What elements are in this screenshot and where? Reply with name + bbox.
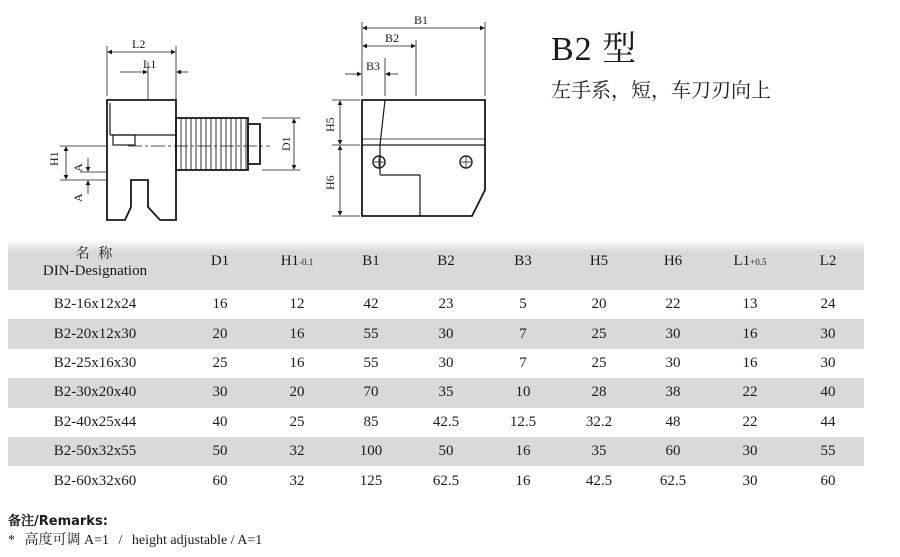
table-cell: 60 <box>820 472 836 489</box>
header-label: L2 <box>819 252 837 269</box>
table-cell: 48 <box>665 413 681 430</box>
table-row <box>8 290 864 319</box>
header-h5 <box>560 232 638 290</box>
table-cell: 42.5 <box>585 472 613 489</box>
remarks-line <box>8 531 268 550</box>
table-cell: 28 <box>591 384 607 401</box>
table-cell: 25 <box>591 325 607 342</box>
header-name-cn: 名 称 <box>75 245 115 262</box>
table-cell: 22 <box>665 296 681 313</box>
table-cell: 55 <box>363 325 379 342</box>
table-cell: 60 <box>665 443 681 460</box>
table-cell: 70 <box>363 384 379 401</box>
table-cell: 50 <box>438 443 454 460</box>
header-label: H5 <box>589 252 609 269</box>
table-cell: 10 <box>515 384 531 401</box>
header-d1 <box>182 232 258 290</box>
table-cell: 22 <box>742 413 758 430</box>
header-label: H6 <box>663 252 683 269</box>
type-title: B2 型 <box>551 31 638 68</box>
dim-label-h6: H6 <box>323 175 337 190</box>
table-cell: 20 <box>591 296 607 313</box>
table-row <box>8 408 864 437</box>
table-row <box>8 378 864 407</box>
header-label: H1 <box>280 252 300 269</box>
header-l1 <box>708 232 792 290</box>
table-cell: 44 <box>820 413 836 430</box>
table-cell: 16 <box>515 472 531 489</box>
table-cell: 23 <box>438 296 454 313</box>
table-row <box>8 437 864 466</box>
table-cell: 20 <box>289 384 305 401</box>
table-cell: 38 <box>665 384 681 401</box>
dim-label-l2: L2 <box>132 37 146 51</box>
designation-cell: B2-30x20x40 <box>53 384 137 401</box>
table-cell: 42 <box>363 296 379 313</box>
table-cell: 16 <box>289 325 305 342</box>
remarks-en: height adjustable / A=1 <box>131 533 263 548</box>
designation-cell: B2-60x32x60 <box>53 472 137 489</box>
table-cell: 20 <box>212 325 228 342</box>
remarks-cn: 高度可调 A=1 <box>24 533 110 548</box>
table-cell: 16 <box>742 325 758 342</box>
side-view-drawing <box>332 22 485 216</box>
header-label: B1 <box>362 252 380 269</box>
table-cell: 16 <box>289 354 305 371</box>
table-cell: 40 <box>212 413 228 430</box>
designation-cell: B2-20x12x30 <box>53 325 137 342</box>
table-cell: 30 <box>665 354 681 371</box>
table-row <box>8 349 864 378</box>
table-cell: 55 <box>820 443 836 460</box>
header-label: L1 <box>733 252 751 269</box>
table-cell: 16 <box>515 443 531 460</box>
header-sub: +0.5 <box>750 256 767 267</box>
title-block <box>551 30 771 103</box>
dim-label-h1: H1 <box>47 151 61 166</box>
table-cell: 30 <box>438 325 454 342</box>
dim-label-l1: L1 <box>143 57 157 71</box>
table-cell: 25 <box>591 354 607 371</box>
table-cell: 12.5 <box>509 413 537 430</box>
header-label: B2 <box>437 252 455 269</box>
remarks-title: 备注/Remarks: <box>8 514 108 529</box>
front-view-drawing <box>60 46 300 220</box>
designation-cell: B2-40x25x44 <box>53 413 137 430</box>
header-h1 <box>258 232 336 290</box>
dim-label-b2: B2 <box>385 31 400 45</box>
header-b2 <box>406 232 486 290</box>
table-cell: 62.5 <box>659 472 687 489</box>
remarks <box>8 512 268 550</box>
remarks-sep: / <box>118 533 123 548</box>
table-cell: 16 <box>212 296 228 313</box>
table-cell: 13 <box>742 296 758 313</box>
table-cell: 50 <box>212 443 228 460</box>
table-cell: 32.2 <box>585 413 613 430</box>
table-cell: 32 <box>289 443 305 460</box>
remarks-star: * <box>8 533 15 548</box>
table-cell: 62.5 <box>432 472 460 489</box>
table-cell: 5 <box>519 296 527 313</box>
table-cell: 25 <box>212 354 228 371</box>
header-label: D1 <box>210 252 230 269</box>
table-cell: 30 <box>820 325 836 342</box>
table-cell: 42.5 <box>432 413 460 430</box>
header-label: B3 <box>514 252 532 269</box>
header-b1 <box>336 232 406 290</box>
table-cell: 7 <box>519 325 527 342</box>
table-cell: 30 <box>820 354 836 371</box>
header-h6 <box>638 232 708 290</box>
designation-cell: B2-25x16x30 <box>53 354 137 371</box>
header-designation <box>8 232 182 290</box>
technical-drawings <box>0 0 540 232</box>
type-subtitle: 左手系，短，车刀刃向上 <box>551 78 771 102</box>
table-row <box>8 466 864 495</box>
designation-cell: B2-50x32x55 <box>53 443 137 460</box>
dim-label-d1: D1 <box>279 136 293 151</box>
table-cell: 32 <box>289 472 305 489</box>
dim-label-b1: B1 <box>414 13 429 27</box>
dim-label-b3: B3 <box>366 59 381 73</box>
table-body <box>8 290 864 496</box>
table-cell: 22 <box>742 384 758 401</box>
table-cell: 30 <box>742 472 758 489</box>
header-l2 <box>792 232 864 290</box>
table-cell: 16 <box>742 354 758 371</box>
table-cell: 30 <box>212 384 228 401</box>
table-cell: 30 <box>665 325 681 342</box>
spec-table <box>8 232 864 496</box>
table-row <box>8 319 864 348</box>
dim-label-a-top: A <box>71 163 85 172</box>
table-header-row <box>8 232 864 290</box>
header-sub: -0.1 <box>299 256 314 267</box>
table-cell: 30 <box>438 354 454 371</box>
table-cell: 55 <box>363 354 379 371</box>
header-b3 <box>486 232 560 290</box>
table-cell: 25 <box>289 413 305 430</box>
table-cell: 30 <box>742 443 758 460</box>
designation-cell: B2-16x12x24 <box>53 296 137 313</box>
dim-label-h5: H5 <box>323 117 337 132</box>
table-cell: 100 <box>359 443 383 460</box>
table-cell: 125 <box>359 472 383 489</box>
table-cell: 35 <box>591 443 607 460</box>
table-cell: 60 <box>212 472 228 489</box>
dim-label-a-bottom: A <box>71 193 85 202</box>
table-cell: 12 <box>289 296 305 313</box>
table-cell: 7 <box>519 354 527 371</box>
table-cell: 40 <box>820 384 836 401</box>
table-cell: 24 <box>820 296 836 313</box>
table-cell: 35 <box>438 384 454 401</box>
header-name-en: DIN-Designation <box>42 262 148 279</box>
table-cell: 85 <box>363 413 379 430</box>
